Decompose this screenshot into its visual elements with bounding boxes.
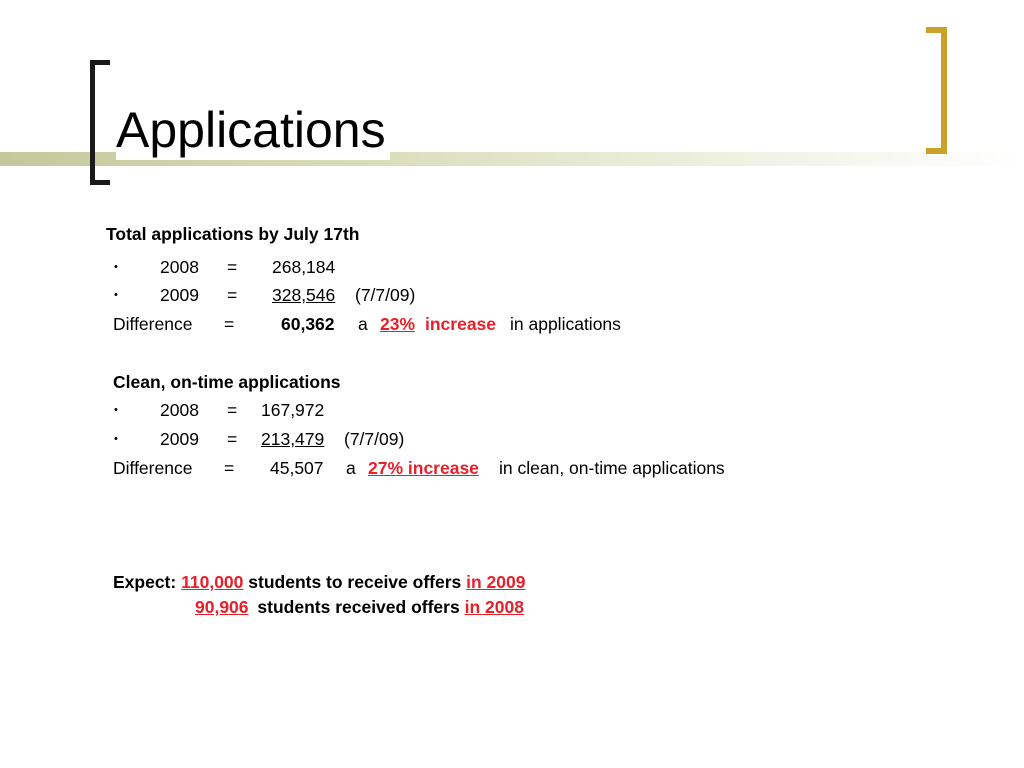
- bullet-2: •: [114, 289, 118, 301]
- diff1-increase: increase: [425, 314, 497, 334]
- row1-value: 268,184: [272, 257, 336, 277]
- row3-year: 2008: [160, 400, 199, 420]
- diff1-rest: in applications: [510, 314, 621, 334]
- diff2-label: Difference: [113, 458, 193, 478]
- section1-heading: Total applications by July 17th: [106, 224, 360, 244]
- row4-equals: =: [227, 429, 238, 449]
- right-bracket-decoration: [926, 27, 947, 154]
- diff1-equals: =: [224, 314, 235, 334]
- row2-note: (7/7/09): [355, 285, 416, 305]
- diff2-percent-increase: 27% increase: [368, 458, 479, 478]
- left-bracket-decoration: [90, 60, 110, 185]
- row4-note: (7/7/09): [344, 429, 405, 449]
- diff2-value: 45,507: [270, 458, 324, 478]
- expect-text-2008: students received offers: [257, 597, 460, 617]
- diff1-percent: 23%: [380, 314, 416, 334]
- bullet-4: •: [114, 433, 118, 445]
- row2-value: 328,546: [272, 285, 336, 305]
- expect-number-2008: 90,906: [195, 597, 249, 617]
- expect-year-2008: in 2008: [464, 597, 524, 617]
- diff1-value: 60,362: [281, 314, 335, 334]
- slide-title: Applications: [116, 100, 390, 160]
- expect-line-2: [195, 596, 524, 618]
- diff2-a: a: [346, 458, 356, 478]
- row1-equals: =: [227, 257, 238, 277]
- expect-label: Expect:: [113, 572, 177, 592]
- row3-equals: =: [227, 400, 238, 420]
- row4-value: 213,479: [261, 429, 325, 449]
- expect-number-2009: 110,000: [181, 572, 244, 592]
- diff2-equals: =: [224, 458, 235, 478]
- section2-heading: Clean, on-time applications: [113, 372, 341, 392]
- bullet-3: •: [114, 404, 118, 416]
- diff1-label: Difference: [113, 314, 193, 334]
- bullet-1: •: [114, 261, 118, 273]
- diff1-a: a: [358, 314, 368, 334]
- row4-year: 2009: [160, 429, 199, 449]
- row3-value: 167,972: [261, 400, 325, 420]
- row1-year: 2008: [160, 257, 199, 277]
- row2-equals: =: [227, 285, 238, 305]
- expect-year-2009: in 2009: [466, 572, 526, 592]
- row2-year: 2009: [160, 285, 199, 305]
- diff2-rest: in clean, on-time applications: [499, 458, 725, 478]
- expect-text-2009: students to receive offers: [248, 572, 462, 592]
- expect-line-1: [113, 571, 525, 593]
